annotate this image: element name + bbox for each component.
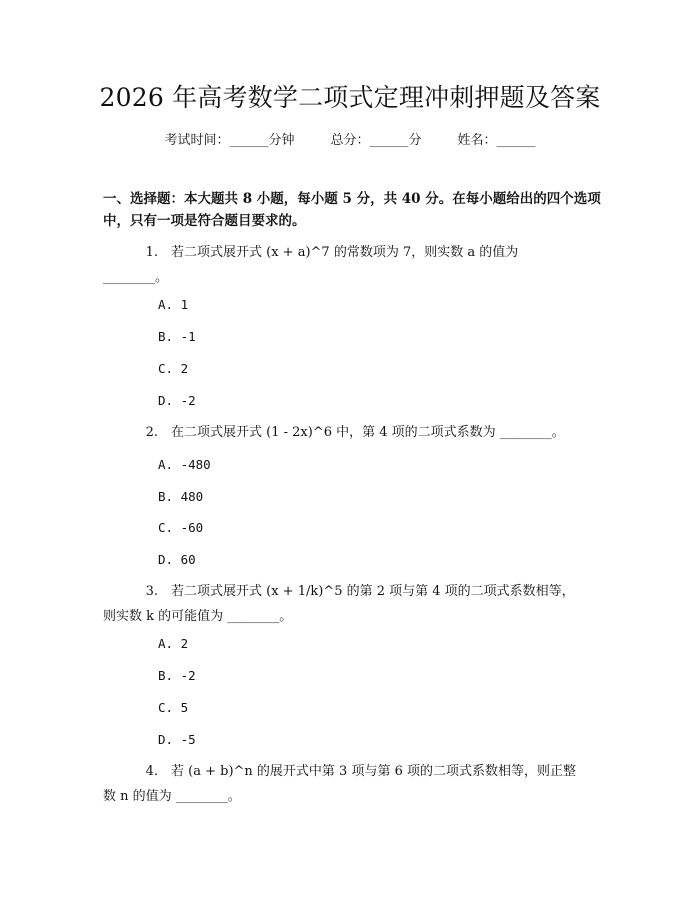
option-b: B. 480 <box>158 489 204 504</box>
page-title: 2026 年高考数学二项式定理冲刺押题及答案 <box>99 83 601 112</box>
question-4 <box>103 759 603 809</box>
option-d: D. -2 <box>158 393 196 408</box>
question-1 <box>103 240 603 290</box>
question-2 <box>103 420 603 445</box>
question-text: 若 (a + b)^n 的展开式中第 3 项与第 6 项的二项式系数相等，则正整 <box>171 764 576 779</box>
student-name-field: 姓名：______ <box>457 133 536 148</box>
question-3 <box>103 579 603 629</box>
question-text-continued: 数 n 的值为 ________。 <box>103 789 241 804</box>
question-number: 2. <box>145 425 158 440</box>
question-text: 若二项式展开式 (x + 1/k)^5 的第 2 项与第 4 项的二项式系数相等， <box>171 584 575 599</box>
option-a: A. 1 <box>158 297 189 312</box>
option-a: A. 2 <box>158 636 189 651</box>
section-heading: 一、选择题：本大题共 8 小题，每小题 5 分，共 40 分。在每小题给出的四个选项中，只有一项是符合题目要求的。 <box>103 191 601 229</box>
option-b: B. -2 <box>158 668 196 683</box>
option-d: D. -5 <box>158 732 196 747</box>
exam-meta <box>0 131 700 151</box>
question-text-continued: 则实数 k 的可能值为 ________。 <box>103 609 293 624</box>
option-c: C. 5 <box>158 700 189 715</box>
option-c: C. -60 <box>158 520 204 535</box>
option-c: C. 2 <box>158 361 189 376</box>
exam-time-field: 考试时间：______分钟 <box>164 133 295 148</box>
question-number: 4. <box>145 764 158 779</box>
option-d: D. 60 <box>158 552 196 567</box>
question-number: 1. <box>145 245 158 260</box>
question-text-continued: ________。 <box>103 270 169 285</box>
option-b: B. -1 <box>158 329 196 344</box>
option-a: A. -480 <box>158 457 211 472</box>
question-number: 3. <box>145 584 158 599</box>
question-text: 若二项式展开式 (x + a)^7 的常数项为 7，则实数 a 的值为 <box>171 245 519 260</box>
total-score-field: 总分：______分 <box>330 133 422 148</box>
question-text: 在二项式展开式 (1 - 2x)^6 中，第 4 项的二项式系数为 ________。 <box>171 425 565 440</box>
